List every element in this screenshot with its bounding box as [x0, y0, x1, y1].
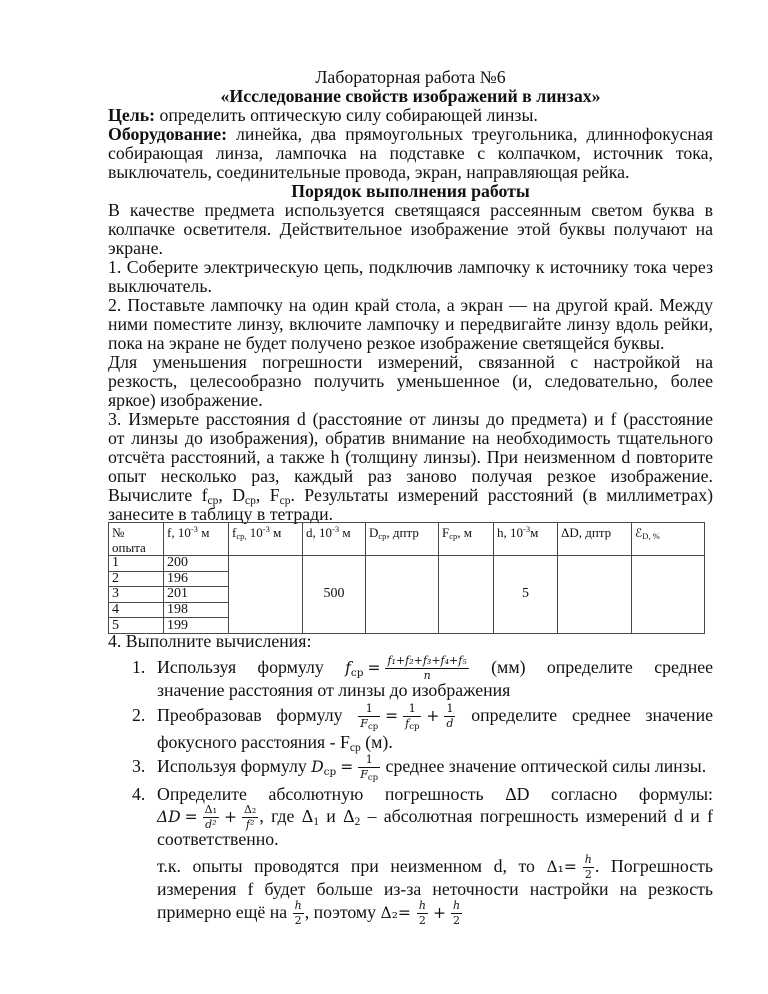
item-text: Используя формулу	[157, 755, 312, 776]
formula-lens	[357, 702, 456, 732]
header-sup: -3	[262, 524, 270, 534]
math-variable: D	[311, 757, 324, 776]
fraction	[451, 900, 462, 927]
error-note-line-2: измерения f будет больше из-за неточности настройки на резкость	[157, 878, 713, 899]
compute-text: . Результаты измерений расстояний (в миллиметрах)	[290, 484, 714, 505]
header-eps-D	[632, 523, 705, 556]
header-unit: , дптр	[386, 525, 419, 540]
cell-eps-D	[632, 556, 705, 634]
measurements-table	[108, 522, 705, 634]
fraction-numerator: 1	[358, 754, 380, 768]
item-text: фокусного расстояния - F	[157, 731, 350, 752]
cell-f: 200	[164, 556, 229, 572]
formula-half-h	[292, 899, 305, 927]
compute-text: , D	[218, 484, 246, 505]
note-line-2: резкость, целесообразно получить уменьшенное (и, следовательно, более	[108, 370, 713, 391]
fraction-denominator: n	[423, 669, 431, 682]
table-row	[109, 556, 705, 572]
relative-error-symbol: ℰ	[635, 526, 643, 540]
fraction-numerator: h	[584, 853, 592, 866]
fraction-numerator: Δ₂	[243, 803, 257, 816]
item-text: Преобразовав формулу	[157, 704, 358, 725]
cell-f: 199	[164, 618, 229, 634]
cell-h: 5	[494, 556, 558, 634]
header-F-avg	[439, 523, 494, 556]
equipment-line-3: выключатель, соединительные провода, экран, направляющая рейка.	[108, 161, 630, 182]
item-number: 4.	[132, 783, 146, 804]
fraction	[403, 703, 421, 730]
calc-item-3-line-1	[132, 753, 713, 783]
step1-line-2: выключатель.	[108, 275, 212, 296]
item-text: , где Δ	[259, 805, 314, 826]
subscript: ср	[207, 494, 219, 507]
note-text: т.к. опыты проводятся при неизменном d, то	[157, 855, 547, 876]
math-subscript: ср	[323, 765, 337, 778]
subscript: ср	[245, 494, 256, 507]
fraction	[293, 900, 304, 927]
cell-trial: 2	[109, 571, 164, 587]
item-text: и Δ	[318, 805, 355, 826]
calc-item-1-line-2: значение расстояния от линзы до изображения	[157, 679, 511, 700]
header-text: f	[232, 525, 237, 540]
header-sup: -3	[190, 524, 198, 534]
fraction-numerator: 1	[403, 703, 421, 717]
plus-sign: +	[223, 807, 237, 826]
step2-line-2: ними поместите линзу, включите лампочку и передвигайте линзу вдоль рейки,	[108, 313, 713, 334]
equals-sign: =	[340, 757, 354, 776]
header-delta-D	[558, 523, 632, 556]
math-variable: Δ₁=	[546, 857, 577, 876]
formula-absolute-error	[157, 803, 259, 831]
header-f	[164, 523, 229, 556]
math-subscript: ср	[409, 722, 420, 732]
equipment-text: линейка, два прямоугольных треугольника, длиннофокусная	[227, 123, 713, 144]
header-text: 10	[246, 525, 263, 540]
cell-d: 500	[303, 556, 366, 634]
calc-item-2-line-1	[132, 702, 713, 732]
cell-trial: 1	[109, 556, 164, 572]
lab-title: Лабораторная работа №6	[315, 66, 506, 87]
header-text: D	[369, 525, 379, 540]
header-unit: м	[269, 525, 282, 540]
fraction-denominator	[358, 768, 380, 781]
math-variable: F	[360, 768, 368, 781]
header-unit: , м	[457, 525, 472, 540]
document-body	[108, 68, 713, 524]
item-text: – абсолютная погрешность измерений d и f	[360, 805, 713, 826]
fraction-numerator: h	[418, 899, 426, 912]
calc-item-4-line-2	[157, 803, 713, 831]
formula-f-avg	[345, 654, 470, 682]
fraction-denominator	[358, 717, 380, 730]
header-text: опыта	[112, 540, 146, 555]
header-sub: D, %	[642, 531, 660, 541]
subscript: 1	[313, 815, 319, 828]
subscript: ср	[279, 494, 291, 507]
note-line-1: Для уменьшения погрешности измерений, связанной с настройкой на	[108, 351, 713, 372]
intro-line-3: экране.	[108, 237, 163, 258]
item-text: (м).	[360, 731, 393, 752]
item-text: среднее значение оптической силы линзы.	[381, 755, 707, 776]
math-variable: Δ₂=	[380, 903, 411, 922]
lab-subtitle: «Исследование свойств изображений в линзах»	[220, 85, 601, 106]
fraction-denominator	[403, 717, 421, 730]
cell-trial: 3	[109, 587, 164, 603]
cell-f: 196	[164, 571, 229, 587]
fraction-denominator: 2	[294, 914, 302, 927]
fraction-numerator: Δ₁	[204, 803, 217, 816]
calculations-heading: 4. Выполните вычисления:	[108, 630, 312, 651]
cell-trial: 5	[109, 618, 164, 634]
step3-compute-line	[108, 486, 713, 505]
fraction	[444, 703, 455, 730]
note-text: , поэтому	[304, 901, 381, 922]
step3-line-1: 3. Измерьте расстояния d (расстояние от линзы до предмета) и f (расстояние	[108, 408, 713, 429]
math-subscript: ср	[367, 773, 379, 783]
compute-text: Вычислите f	[108, 484, 208, 505]
equals-sign: =	[367, 658, 381, 677]
formula-delta-1	[546, 853, 594, 881]
subscript: ср	[349, 741, 361, 754]
cell-f-avg	[229, 556, 303, 634]
step3-line-4: опыт несколько раз, каждый раз заново получая резкое изображение.	[108, 465, 713, 486]
note-text: примерно ещё на	[157, 901, 292, 922]
step3-last-line: занесите в таблицу в тетради.	[108, 503, 334, 524]
item-text: Определите абсолютную погрешность ΔD согласно формулы:	[157, 783, 713, 804]
step2-line-3: пока на экране не будет получено резкое изображение светящейся буквы.	[108, 332, 665, 353]
cell-F-avg	[439, 556, 494, 634]
math-variable: f	[345, 658, 351, 677]
item-text: (мм) определите среднее	[469, 656, 713, 677]
step3-line-3: отсчёта расстояний, а также h (толщину линзы). При неизменном d повторите	[108, 446, 713, 467]
calc-item-2-line-2	[157, 733, 713, 752]
header-text: №	[112, 525, 125, 540]
fraction-denominator: 2	[453, 914, 460, 927]
header-unit: м	[339, 525, 351, 540]
fraction	[242, 804, 258, 831]
math-variable: ΔD	[157, 807, 181, 826]
fraction	[417, 900, 428, 927]
header-sup: -3	[332, 524, 340, 534]
header-d	[303, 523, 366, 556]
header-unit: м	[197, 525, 210, 540]
table-header-row	[109, 523, 705, 556]
header-text: h, 10	[497, 525, 523, 540]
item-number: 2.	[132, 704, 146, 725]
goal-text: определить оптическую силу собирающей линзы.	[155, 104, 538, 125]
header-sub: ср,	[236, 531, 247, 541]
fraction	[385, 655, 468, 682]
error-note-line-3	[157, 899, 713, 927]
header-D-avg	[366, 523, 439, 556]
note-line-3: яркое) изображение.	[108, 389, 263, 410]
calc-item-4-line-1	[132, 783, 713, 804]
header-sup: -3	[523, 524, 531, 534]
calc-item-1-line-1	[132, 654, 713, 682]
note-text: . Погрешность	[594, 855, 714, 876]
math-variable: f	[405, 717, 410, 730]
cell-f: 198	[164, 602, 229, 618]
step2-line-1: 2. Поставьте лампочку на один край стола, а экран — на другой край. Между	[108, 294, 713, 315]
header-sub: ср	[378, 531, 387, 541]
error-note-line-1	[157, 853, 714, 881]
formula-delta-2	[380, 899, 464, 927]
header-text: F	[442, 525, 450, 540]
fraction	[583, 854, 594, 881]
header-h	[494, 523, 558, 556]
fraction-numerator: h	[452, 899, 461, 912]
cell-f: 201	[164, 587, 229, 603]
item-text: Используя формулу	[157, 656, 346, 677]
goal-line	[108, 106, 713, 125]
intro-line-1: В качестве предмета используется светящаяся рассеянным светом буква в	[108, 199, 713, 220]
cell-trial: 4	[109, 602, 164, 618]
math-subscript: ср	[367, 722, 379, 732]
fraction-numerator: h	[294, 899, 302, 912]
item-number: 1.	[132, 656, 146, 677]
header-text: ΔD, дптр	[561, 525, 612, 540]
intro-line-2: колпачке осветителя. Действительное изображение этой буквы получают на	[108, 218, 713, 239]
step1-line-1: 1. Соберите электрическую цепь, подключив лампочку к источнику тока через	[108, 256, 713, 277]
item-number: 3.	[132, 755, 146, 776]
formula-optical-power	[311, 753, 381, 783]
equipment-label: Оборудование:	[108, 123, 228, 144]
header-text: d, 10	[306, 525, 332, 540]
math-variable: F	[360, 717, 368, 730]
fraction-numerator: 1	[358, 703, 380, 717]
cell-D-avg	[366, 556, 439, 634]
fraction	[358, 703, 380, 730]
fraction-denominator: d²	[205, 818, 217, 831]
fraction-denominator: 2	[584, 868, 592, 881]
header-trial-number	[109, 523, 164, 556]
cell-delta-D	[558, 556, 632, 634]
fraction	[358, 754, 380, 781]
equals-sign: =	[385, 706, 399, 725]
plus-sign: +	[432, 903, 446, 922]
fraction-denominator: 2	[418, 914, 426, 927]
goal-label: Цель:	[108, 104, 156, 125]
step3-line-2: от линзы до изображения), обратив внимание на необходимость тщательного	[108, 427, 713, 448]
fraction-denominator: d	[446, 717, 454, 730]
header-unit: м	[530, 525, 539, 540]
calc-item-4-line-3: соответственно.	[157, 828, 279, 849]
fraction-numerator: 1	[444, 703, 455, 717]
math-subscript: ср	[350, 666, 364, 679]
fraction	[203, 804, 219, 831]
header-sub: ср	[449, 531, 458, 541]
equipment-line-2: собирающая линза, лампочка на подставке с колпачком, источник тока,	[108, 142, 713, 163]
fraction-denominator: f²	[245, 818, 255, 831]
equals-sign: =	[184, 807, 198, 826]
procedure-heading: Порядок выполнения работы	[291, 180, 530, 201]
header-text: f, 10	[167, 525, 191, 540]
plus-sign: +	[426, 706, 440, 725]
header-f-avg	[229, 523, 303, 556]
item-text: определите среднее значение	[456, 704, 713, 725]
fraction-numerator: f₁+f₂+f₃+f₄+f₅	[387, 654, 467, 667]
subscript: 2	[354, 815, 361, 828]
compute-text: , F	[255, 484, 280, 505]
equipment-line-1	[108, 125, 713, 144]
